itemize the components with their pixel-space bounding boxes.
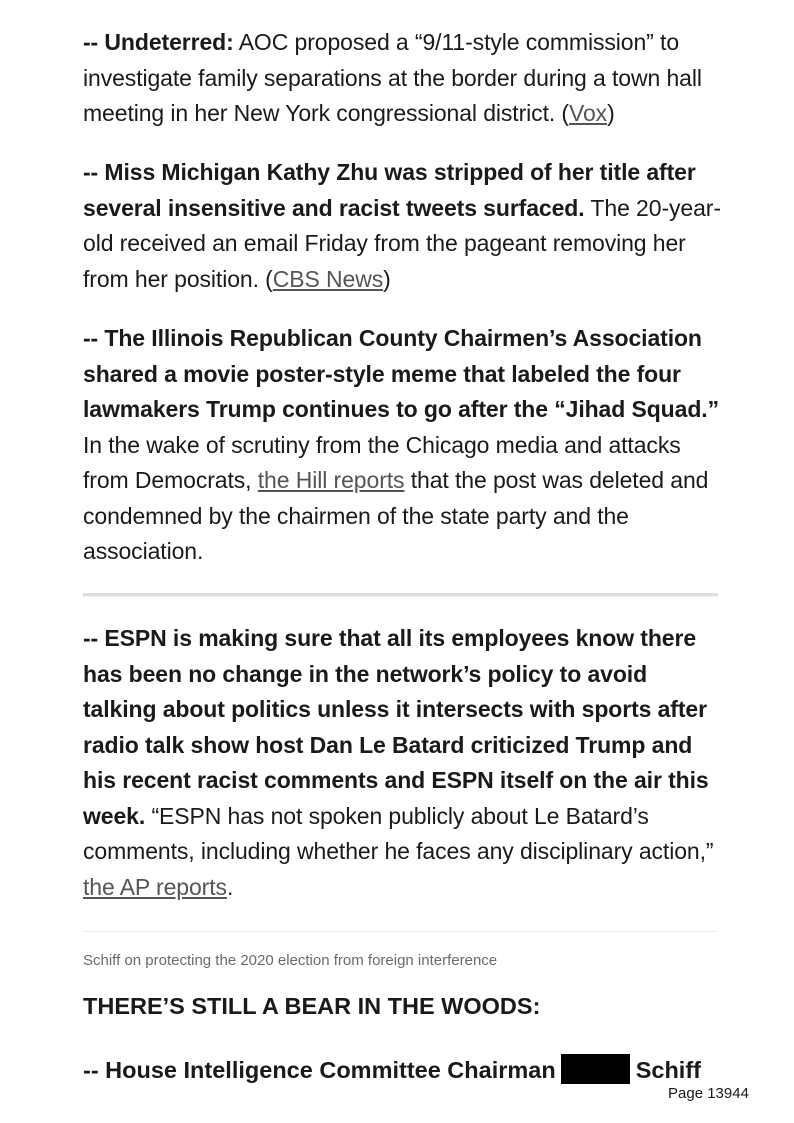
paragraph-lead: -- ESPN is making sure that all its employees know there has been no change in the network’s policy to avoid talking about politics unless it intersects with sports after radio talk show host Dan Le Batard criticized Trump and his recent racist comments and ESPN itself on the air this week. bbox=[83, 625, 709, 829]
page-number: Page 13944 bbox=[668, 1085, 749, 1102]
section-heading: THERE’S STILL A BEAR IN THE WOODS: bbox=[83, 993, 541, 1019]
paragraph-end: ) bbox=[607, 100, 615, 126]
paragraph-lead: -- Undeterred: bbox=[83, 29, 234, 55]
paragraph-text: In the wake of scrutiny from the Chicago media and attacks from Democrats, bbox=[83, 431, 681, 493]
cbs-news-link[interactable]: CBS News bbox=[272, 265, 384, 292]
paragraph-text: AOC proposed a “9/11-style commission” to investigate family separations at the border during a town hall meeting in her New York congressional district. ( bbox=[83, 29, 702, 126]
video-caption: Schiff on protecting the 2020 election from foreign interference bbox=[83, 952, 498, 969]
paragraph-lead-end: Schiff bbox=[635, 1057, 701, 1083]
paragraph-end: ) bbox=[383, 265, 391, 292]
paragraph-lead: -- The Illinois Republican County Chairmen’s Association shared a movie poster-style meme that labeled the four lawmakers Trump continues to go after the “Jihad Squad.” bbox=[83, 325, 719, 422]
paragraph-illinois bbox=[83, 321, 723, 570]
vox-link[interactable]: Vox bbox=[569, 100, 608, 126]
paragraph-end: . bbox=[226, 873, 234, 900]
paragraph-text: “ESPN has not spoken publicly about Le Batard’s comments, including whether he faces any disciplinary action,” bbox=[83, 802, 714, 864]
paragraph-schiff bbox=[83, 1054, 701, 1084]
paragraph-espn bbox=[83, 621, 723, 905]
the-hill-link[interactable]: the Hill reports bbox=[257, 467, 405, 493]
paragraph-lead: -- House Intelligence Committee Chairman bbox=[83, 1057, 556, 1083]
section-divider bbox=[83, 593, 718, 597]
paragraph-aoc bbox=[83, 25, 723, 132]
paragraph-end: that the post was deleted and condemned by the chairmen of the state party and the association. bbox=[83, 467, 709, 564]
paragraph-text: The 20-year-old received an email Friday from the pageant removing her from her position. ( bbox=[83, 194, 721, 292]
paragraph-miss-michigan bbox=[83, 155, 723, 297]
paragraph-lead: -- Miss Michigan Kathy Zhu was stripped of her title after several insensitive and racist tweets surfaced. bbox=[83, 159, 696, 221]
redaction-box bbox=[561, 1054, 630, 1084]
caption-divider bbox=[83, 931, 718, 932]
ap-reports-link[interactable]: the AP reports bbox=[83, 873, 227, 900]
